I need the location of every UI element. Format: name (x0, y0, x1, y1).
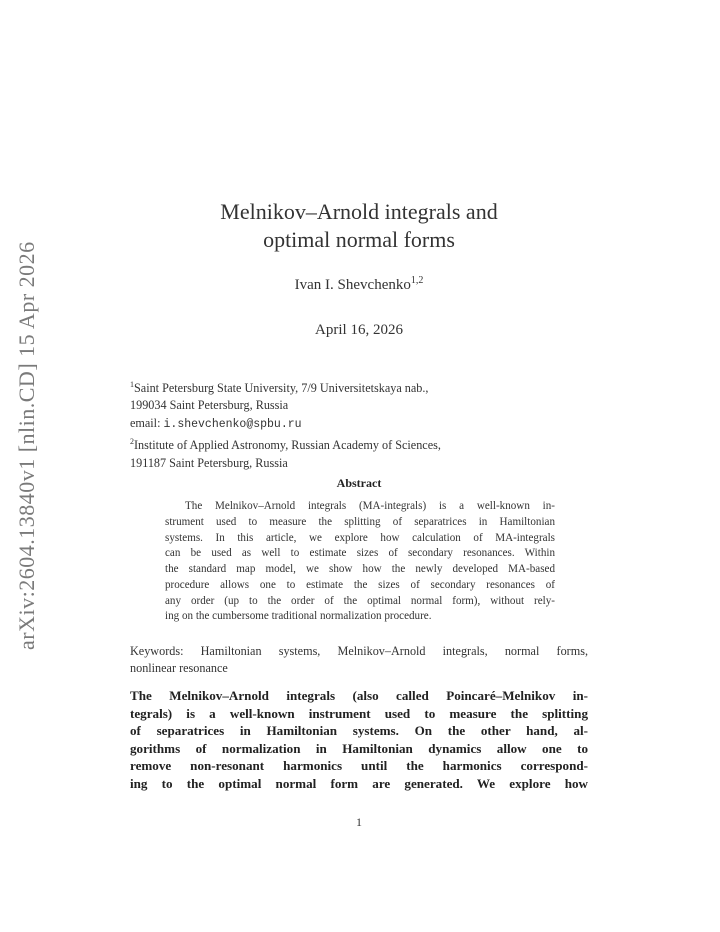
abstract-line: strument used to measure the splitting of separatrices in Hamiltonian (165, 515, 555, 528)
email-line (130, 415, 590, 433)
keywords-line-2: nonlinear resonance (130, 660, 228, 675)
abstract-line: procedure allows one to estimate the sizes of secondary resonances of (165, 578, 555, 591)
affiliation-1-text: Saint Petersburg State University, 7/9 Universitetskaya nab., (134, 381, 429, 396)
email-label: email: (130, 415, 164, 430)
intro-line: remove non-resonant harmonics until the harmonics correspond- (130, 758, 588, 774)
paper-date: April 16, 2026 (315, 322, 403, 338)
page-number: 1 (356, 815, 362, 829)
title-line-1: Melnikov–Arnold integrals and (220, 199, 498, 224)
intro-line: gorithms of normalization in Hamiltonian dynamics allow one to (130, 740, 588, 756)
author-affiliation-marks: 1,2 (410, 275, 424, 286)
abstract-line: the standard map model, we show how the newly developed MA-based (165, 563, 555, 575)
intro-line: of separatrices in Hamiltonian systems. On the other hand, al- (130, 723, 588, 739)
abstract-line: The Melnikov–Arnold integrals (MA-integrals) is a well-known in- (185, 500, 555, 512)
keywords (130, 643, 588, 676)
intro-paragraph (130, 687, 588, 793)
email-address: i.shevchenko@spbu.ru (163, 417, 302, 431)
author-name: Ivan I. Shevchenko (294, 277, 411, 293)
affiliation-1-line-1 (130, 376, 590, 397)
author-line (130, 275, 588, 294)
affiliations-block (130, 376, 590, 472)
intro-line: ing to the optimal normal form are generated. We explore how (130, 775, 588, 791)
intro-line: The Melnikov–Arnold integrals (also called Poincaré–Melnikov in- (130, 688, 588, 703)
abstract-body (165, 499, 555, 625)
affiliation-2-text: Institute of Applied Astronomy, Russian Academy of Sciences, (134, 438, 441, 453)
affiliation-mark-1: 1 (130, 380, 134, 389)
abstract-line: can be used as well to estimate sizes of secondary resonances. Within (165, 547, 555, 560)
intro-line: tegrals) is a well-known instrument used to measure the splitting (130, 705, 588, 721)
abstract-heading: Abstract (336, 476, 382, 490)
abstract-line: any order (up to the order of the optimal normal form), without rely- (165, 594, 555, 607)
title-line-2: optimal normal forms (263, 227, 455, 252)
abstract-line: ing on the cumbersome traditional normalization procedure. (165, 610, 432, 623)
affiliation-mark-2: 2 (130, 437, 134, 447)
keywords-line-1: Keywords: Hamiltonian systems, Melnikov–Arnold integrals, normal forms, (130, 644, 588, 658)
affiliation-2-line-2: 191187 Saint Petersburg, Russia (130, 455, 288, 470)
affiliation-2-line-1 (130, 433, 590, 454)
paper-title (130, 198, 588, 254)
abstract-line: systems. In this article, we explore how calculation of MA-integrals (165, 531, 555, 544)
arxiv-identifier-stamp: arXiv:2604.13840v1 [nlin.CD] 15 Apr 2026 (14, 241, 39, 650)
affiliation-1-line-2: 199034 Saint Petersburg, Russia (130, 398, 289, 413)
